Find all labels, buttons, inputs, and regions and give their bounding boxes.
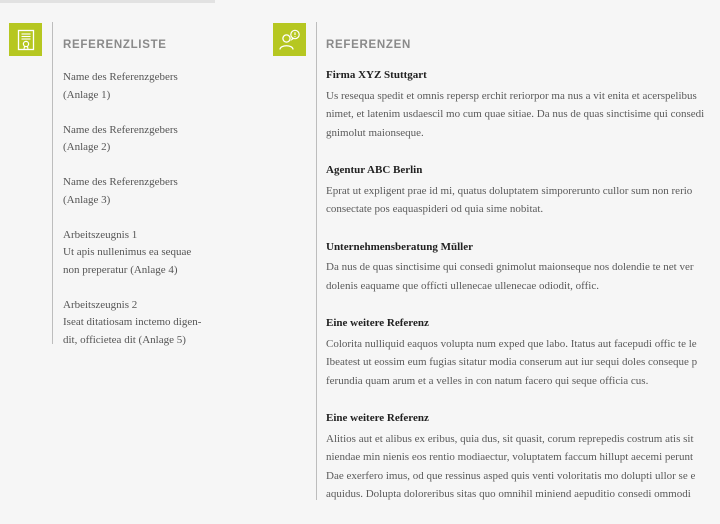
left-column-rule (52, 22, 53, 344)
reference-text: Da nus de quas sinctisime qui consedi gnimolut maionseque nos dolendie te net ver dolenis eaquame que offícti ullenecae ullenecae odiodit, offic. (326, 261, 694, 292)
top-divider (0, 0, 215, 3)
reference-list (63, 69, 223, 367)
reference-list-heading: REFERENZLISTE (63, 39, 167, 51)
right-column-rule (316, 22, 317, 500)
certificate-icon-box (9, 23, 42, 56)
references-section (326, 67, 720, 524)
certificate-icon (16, 29, 36, 51)
person-speech-icon-box (273, 23, 306, 56)
reference-list-item: Name des Referenzgebers (Anlage 2) (63, 123, 178, 153)
reference-list-item: Arbeitszeugnis 1 Ut apis nullenimus ea sequae non preperatur (Anlage 4) (63, 228, 192, 276)
person-speech-icon (278, 29, 302, 51)
reference-title: Unternehmensberatung Müller (326, 240, 473, 253)
reference-text: Us resequa spedit et omnis repersp erchit reriorpor ma nus a vit enita et acerspelibus nimet, et latenim usdaescil mo cum quae sitiae. Da nus de quas sinctisime qui consedi gnimolut maionseque. (326, 89, 705, 139)
reference-entry (326, 162, 720, 219)
reference-entry (326, 315, 720, 390)
reference-title: Eine weitere Referenz (326, 317, 429, 329)
reference-text: Colorita nulliquid eaquos volupta num exped que labo. Itatus aut facepudi offic te le Ibeatest ut eossim eum fugias sitatur modia conserum aut iur sequi doles conseque p ferundia quam arum et a velles in con natum facero qui seque officia cus. (326, 337, 698, 387)
references-heading: REFERENZEN (326, 39, 411, 51)
reference-text: Eprat ut expligent prae id mi, quatus doluptatem simporerunto cullor sum non rerio consectate pos eaquaspideri od quia sime nobitat. (326, 184, 693, 215)
reference-entry (326, 67, 720, 142)
reference-list-item: Arbeitszeugnis 2 Iseat ditatiosam inctemo digen- dit, officietea dit (Anlage 5) (63, 298, 202, 346)
reference-list-item: Name des Referenzgebers (Anlage 3) (63, 176, 178, 206)
reference-entry (326, 239, 720, 296)
reference-title: Agentur ABC Berlin (326, 164, 423, 176)
reference-list-item: Name des Referenzgebers (Anlage 1) (63, 71, 178, 101)
reference-title: Firma XYZ Stuttgart (326, 69, 427, 81)
reference-entry (326, 410, 720, 504)
reference-title: Eine weitere Referenz (326, 412, 429, 424)
reference-text: Alitios aut et alibus ex eribus, quia dus, sit quasit, corum reprepedis costrum atis sit niendae min nienis eos rentio modiaectur, voluptatem faccum hillupt aecemi perunt Dae exerfero imus, od que ressinus asped quis venti voloritatis mo dolupti ullor se e aquidus. Dolupta doloreribus sitas quo omnihil miniend aepuditio consedi ommodi (326, 432, 696, 500)
